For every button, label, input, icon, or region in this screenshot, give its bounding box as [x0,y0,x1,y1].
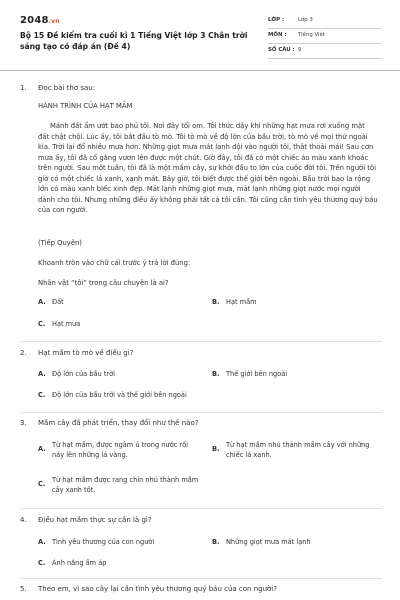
option-c[interactable] [38,476,206,496]
option-text: Độ lớn của bầu trời [52,370,115,378]
logo-text: 2048 [20,15,49,26]
poem-title: HÀNH TRÌNH CỦA HẠT MẦM [38,102,133,110]
meta-value-count: 9 [298,47,302,54]
meta-row-subject [268,29,382,44]
reading-passage: Mảnh đất ẩm ướt bao phủ tôi. Nơi đây tối om. Tôi thức dậy khi những hạt mưa rơi xuống mặt đất chật chội. Lúc ấy, tôi bắt đầu tò mò. Tôi tò mò về độ lớn của bầu trời, tò mò về mọi thứ ngoài kia. Trời lại đổ nhiều mưa hơn. Những giọt mưa mát lạnh dội vào người tôi, thật thoải mái! Sau cơn mưa ấy, tôi đã cố gắng vươn lên được một chút. Giờ đây, tôi đã có một chiếc áo màu xanh khoác trên người. Sau một tuần, tôi đã là một mầm cây, sự khởi đầu to lớn của cuộc đời tôi. Trên người tôi giờ có một chiếc lá xanh, xanh mát. Bây giờ, tôi biết được thế giới bên ngoài. Bầu trời bao la rộng lớn có màu xanh biếc xinh đẹp. Mát lạnh những giọt mưa, mát lạnh những giọt nước mọi người dành cho tôi. Nhưng những điều ấy không phải tất cả tôi cần. Tôi cũng cần tình yêu thương quý báu của con người. [38,122,378,215]
option-letter: A. [38,298,46,306]
option-letter: C. [38,559,46,567]
option-text: Ánh nắng ấm áp [52,559,107,567]
meta-info-table [268,14,382,59]
question-number: 2. [20,349,27,357]
question-separator [20,508,382,509]
option-text: Từ hạt mầm, được ngâm ủ trong nước rồi nảy lên những lá vàng. [52,441,188,459]
header-divider [0,70,400,71]
meta-row-class [268,14,382,29]
meta-value-subject: Tiếng Việt [298,32,325,39]
question-separator [20,578,382,579]
option-text: Độ lớn của bầu trời và thế giới bên ngoài [52,391,187,399]
option-letter: A. [38,538,46,546]
option-c[interactable] [38,320,208,330]
option-letter: A. [38,445,46,453]
meta-label-subject: MÔN : [268,32,287,39]
option-text: Từ hạt mầm được rang chín nhú thành mầm cây xanh tốt. [52,476,199,494]
page-title: Bộ 15 Đề kiểm tra cuối kì 1 Tiếng Việt lớp 3 Chân trời sáng tạo có đáp án (Đề 4) [20,31,248,51]
question-number: 1. [20,84,27,92]
option-text: Hạt mầm [226,298,257,306]
passage-author: (Tiếp Quyên) [38,239,82,247]
option-a[interactable] [38,441,206,461]
option-b[interactable] [212,298,382,308]
logo-tld: .vn [48,18,60,25]
site-logo[interactable] [20,14,60,29]
question-prompt: Theo em, vì sao cây lại cần tình yêu thương quý báu của con người? [38,585,277,593]
meta-value-class: Lớp 3 [298,17,313,24]
option-text: Từ hạt mầm nhú thành mầm cây với những chiếc lá xanh. [226,441,370,459]
question-number: 3. [20,419,27,427]
question-separator [20,412,382,413]
sub-question: Nhân vật “tôi” trong câu chuyện là ai? [38,279,169,287]
question-prompt: Mầm cây đã phát triển, thay đổi như thế nào? [38,419,199,427]
meta-row-count [268,44,382,59]
question-number: 4. [20,516,27,524]
option-text: Hạt mưa [52,320,81,328]
question-prompt: Hạt mầm tò mò về điều gì? [38,349,134,357]
option-text: Tình yêu thương của con người [52,538,155,546]
option-b[interactable] [212,538,382,548]
option-text: Đất [52,298,64,306]
option-letter: C. [38,320,46,328]
option-a[interactable] [38,298,208,308]
option-a[interactable] [38,538,208,548]
option-letter: B. [212,538,220,546]
meta-label-class: LỚP : [268,17,285,24]
question-number: 5. [20,585,27,593]
option-letter: B. [212,445,220,453]
option-letter: A. [38,370,46,378]
question-separator [20,341,382,342]
option-b[interactable] [212,370,382,380]
option-text: Những giọt mưa mát lạnh [226,538,311,546]
question-prompt: Điều hạt mầm thực sự cần là gì? [38,516,152,524]
meta-label-count: SỐ CÂU : [268,47,295,54]
instruction-text: Khoanh tròn vào chữ cái trước ý trả lời đúng: [38,259,191,267]
option-b[interactable] [212,441,382,461]
option-c[interactable] [38,391,338,401]
option-a[interactable] [38,370,208,380]
question-prompt: Đọc bài thơ sau: [38,84,96,92]
option-letter: C. [38,480,46,488]
option-text: Thế giới bên ngoài [226,370,288,378]
document-header [20,14,382,60]
option-c[interactable] [38,559,208,569]
option-letter: B. [212,370,220,378]
option-letter: B. [212,298,220,306]
option-letter: C. [38,391,46,399]
